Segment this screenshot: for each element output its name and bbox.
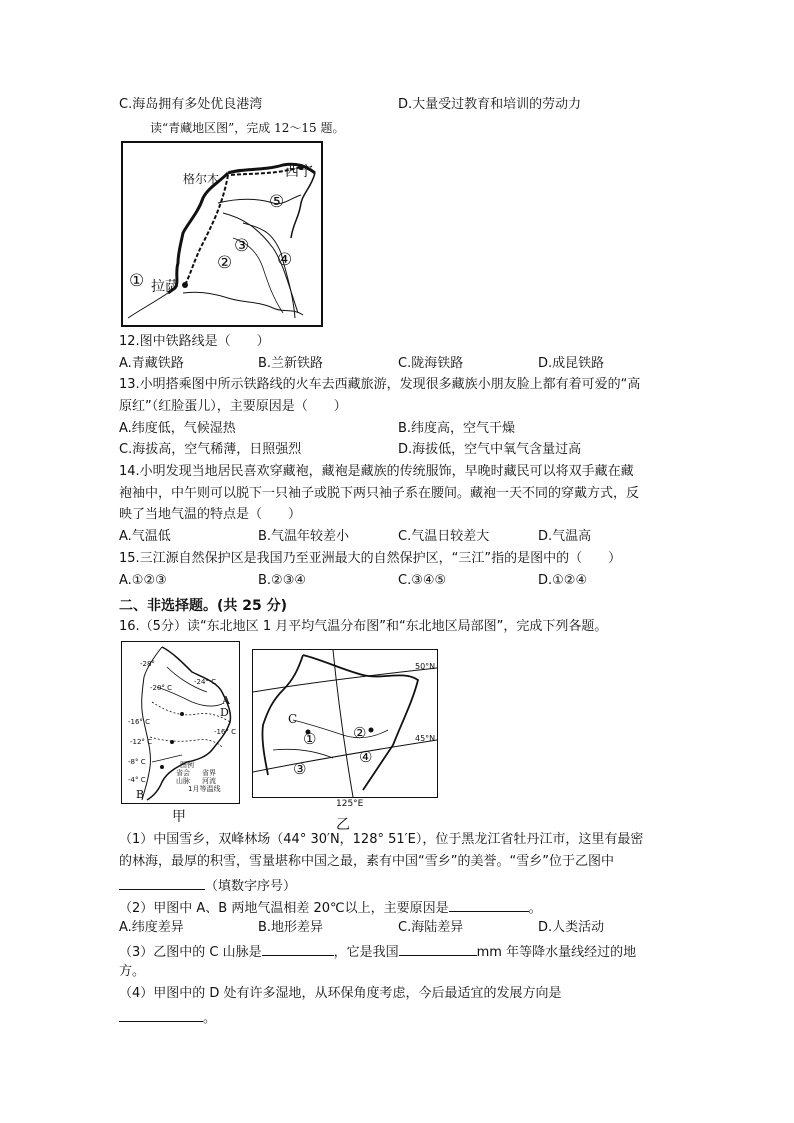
legend-title: 图例 — [180, 761, 194, 769]
map-marker-5: ⑤ — [269, 192, 285, 212]
q16-sub1-line3 — [119, 875, 296, 896]
q13-stem-line1: 13.小明搭乘图中所示铁路线的火车去西藏旅游，发现很多藏族小朋友脸上都有着可爱的“高 — [119, 377, 641, 392]
q12-option-b: B.兰新铁路 — [258, 356, 324, 371]
q16-sub4-end: 。 — [203, 1011, 217, 1026]
lat-50n: 50°N — [415, 662, 436, 671]
yi-marker-1: ① — [303, 730, 317, 748]
q13-stem-line2: 原红”（红脸蛋儿），主要原因是（ ） — [119, 399, 347, 414]
map-marker-3: ③ — [234, 236, 250, 256]
q11-option-d: D.大量受过教育和培训的劳动力 — [398, 97, 582, 112]
q14-stem-line3: 映了当地气温的特点是（ ） — [119, 507, 302, 522]
label-d: D — [220, 706, 229, 719]
q16-sub1-line1: （1）中国雪乡，双峰林场（44° 30′N，128° 51′E），位于黑龙江省牡丹江市，这里有最密 — [119, 832, 644, 847]
q16-sub4-answer-blank[interactable] — [119, 1007, 203, 1022]
isotherm-label-minus8: -8° C — [128, 758, 146, 766]
q16-sub3-text-b: ，它是我国 — [333, 945, 399, 960]
isotherm-label-minus24: -24° C — [194, 678, 217, 686]
q13-option-d: D.海拔低，空气中氧气含量过高 — [398, 442, 582, 457]
isotherm-label-minus28: -28° — [140, 660, 155, 668]
q16-sub1-answer-blank[interactable] — [119, 875, 205, 890]
section-2-heading: 二、非选择题。(共 25 分) — [119, 598, 288, 614]
q16-sub3-blank-2[interactable] — [399, 941, 477, 956]
map-marker-4: ④ — [277, 250, 293, 270]
q15-stem: 15.三江源自然保护区是我国乃至亚洲最大的自然保护区，“三江”指的是图中的（ ） — [119, 551, 622, 566]
caption-yi: 乙 — [336, 817, 350, 833]
q16-sub3-blank-1[interactable] — [262, 941, 334, 956]
legend-capital: 省会 — [176, 769, 190, 777]
q13-option-a: A.纬度低，气候湿热 — [119, 421, 236, 436]
golmud-label: 格尔木 — [183, 172, 220, 186]
q16-sub2-stem-text: （2）甲图中 A、B 两地气温相差 20℃以上，主要原因是 — [119, 901, 449, 916]
q16-sub2-stem-end: 。 — [528, 901, 542, 916]
label-a: A — [222, 694, 230, 707]
q15-option-d: D.①②④ — [538, 573, 588, 588]
label-b: B — [136, 788, 145, 801]
instruction-12-15: 读“青藏地区图”，完成 12～15 题。 — [150, 121, 345, 135]
map-yi — [252, 649, 438, 798]
q16-sub3-line2: 方。 — [119, 964, 146, 979]
q15-option-a: A.①②③ — [119, 573, 167, 588]
q14-stem-line1: 14.小明发现当地居民喜欢穿藏袍，藏袍是藏族的传统服饰，早晚时藏民可以将双手藏在藏 — [119, 464, 634, 479]
map-yi-drawing — [253, 650, 437, 797]
q16-sub2-option-c: C.海陆差异 — [398, 920, 464, 935]
qinghai-tibet-map — [121, 141, 323, 327]
legend-isotherm: 1月等温线 — [188, 785, 221, 793]
q16-sub3-text-a: （3）乙图中的 C 山脉是 — [119, 945, 262, 960]
isotherm-label-minus16-right: -16° C — [214, 728, 237, 736]
q13-option-c: C.海拔高，空气稀薄，日照强烈 — [119, 442, 302, 457]
q14-option-d: D.气温高 — [538, 529, 592, 544]
map-marker-2: ② — [217, 253, 233, 273]
legend-province-border: 省界 — [202, 769, 216, 777]
lat-45n: 45°N — [415, 734, 436, 743]
q12-option-c: C.陇海铁路 — [398, 356, 464, 371]
q16-sub4-line2 — [119, 1007, 216, 1028]
q14-option-b: B.气温年较差小 — [258, 529, 350, 544]
legend-river: 河流 — [202, 777, 216, 785]
q16-sub2-option-d: D.人类活动 — [538, 920, 605, 935]
q14-option-a: A.气温低 — [119, 529, 171, 544]
q16-sub4-line1: （4）甲图中的 D 处有许多湿地，从环保角度考虑，今后最适宜的发展方向是 — [119, 986, 562, 1001]
isotherm-label-minus12: -12° C — [130, 738, 153, 746]
q16-sub2-option-b: B.地形差异 — [258, 920, 324, 935]
caption-jia: 甲 — [172, 809, 186, 825]
yi-marker-3: ③ — [293, 760, 307, 778]
yi-marker-2: ② — [353, 724, 367, 742]
q16-sub2-option-a: A.纬度差异 — [119, 920, 184, 935]
q12-option-d: D.成昆铁路 — [538, 356, 605, 371]
lhasa-label: 拉萨 — [151, 279, 179, 295]
q13-option-b: B.纬度高，空气干燥 — [398, 421, 516, 436]
q12-stem: 12.图中铁路线是（ ） — [119, 334, 270, 349]
q15-option-b: B.②③④ — [258, 573, 307, 588]
xining-label: 西宁 — [285, 164, 313, 180]
isotherm-label-minus20: -20° C — [150, 684, 173, 692]
q16-sub1-instruction: （填数字序号） — [205, 879, 297, 894]
q16-sub2-answer-blank[interactable] — [449, 897, 529, 912]
q11-option-c: C.海岛拥有多处优良港湾 — [119, 97, 263, 112]
q16-sub3-text-c: mm 年等降水量线经过的地 — [476, 945, 637, 960]
q16-sub1-line2: 的林海，最厚的积雪，雪量堪称中国之最，素有中国“雪乡”的美誉。“雪乡”位于乙图中 — [119, 854, 614, 869]
isotherm-label-minus16-left: -16° C — [128, 718, 151, 726]
q16-sub3-line1 — [119, 941, 636, 962]
q12-option-a: A.青藏铁路 — [119, 356, 184, 371]
q14-option-c: C.气温日较差大 — [398, 529, 490, 544]
isotherm-label-minus4: -4° C — [128, 776, 146, 784]
legend-mountain: 山脉 — [176, 777, 190, 785]
map-marker-1: ① — [129, 271, 145, 291]
q14-stem-line2: 袍袖中，中午则可以脱下一只袖子或脱下两只袖子系在腰间。藏袍一天不同的穿戴方式，反 — [119, 486, 640, 501]
label-c: C — [288, 712, 298, 726]
q15-option-c: C.③④⑤ — [398, 573, 447, 588]
map-jia — [121, 641, 240, 804]
yi-marker-4: ④ — [359, 748, 373, 766]
q16-sub2-stem — [119, 897, 542, 918]
q16-stem: 16.（5分）读“东北地区 1 月平均气温分布图”和“东北地区局部图”，完成下列各题。 — [119, 619, 608, 634]
lon-125e: 125°E — [336, 799, 364, 809]
